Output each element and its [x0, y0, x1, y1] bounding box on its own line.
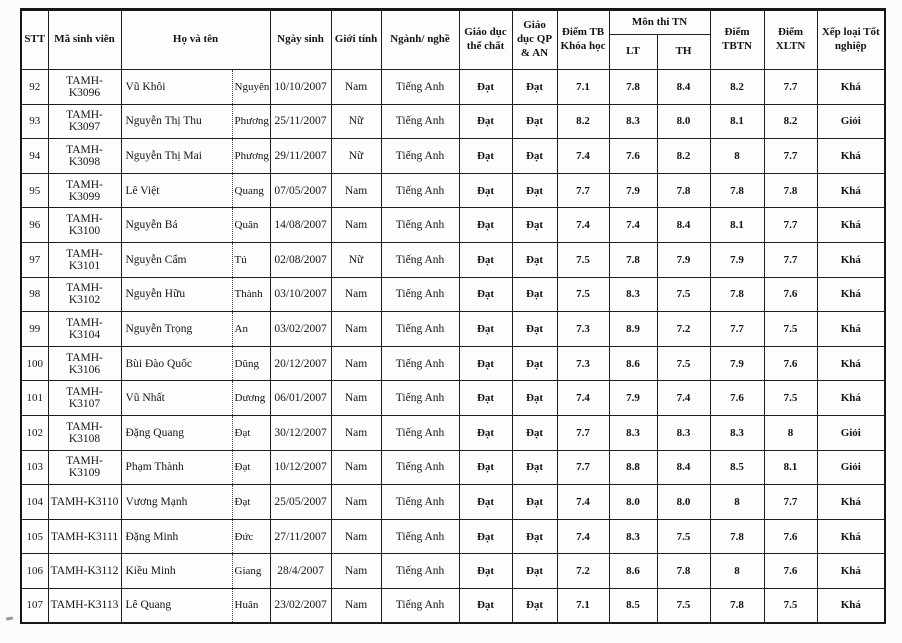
cell-classification: Khá: [817, 554, 885, 589]
scan-artifact-mark: [6, 617, 13, 621]
table-row: [21, 519, 885, 554]
cell-grad-avg: 8.2: [710, 70, 764, 105]
cell-given-name: Thành: [232, 277, 270, 312]
col-header-student-id: Mã sinh viên: [48, 10, 121, 70]
cell-theory-score: 8.8: [609, 450, 657, 485]
table-row: [21, 104, 885, 139]
cell-classification: Giỏi: [817, 104, 885, 139]
cell-grad-rank-score: 7.5: [764, 588, 817, 623]
cell-practice-score: 7.9: [657, 242, 710, 277]
cell-dob: 10/10/2007: [270, 70, 331, 105]
cell-major: Tiếng Anh: [381, 173, 459, 208]
cell-defense-result: Đạt: [512, 485, 557, 520]
cell-grad-rank-score: 7.7: [764, 139, 817, 174]
cell-grad-avg: 8: [710, 139, 764, 174]
cell-gender: Nam: [331, 70, 381, 105]
cell-stt: 100: [21, 346, 48, 381]
cell-defense-result: Đạt: [512, 277, 557, 312]
cell-grad-rank-score: 7.6: [764, 277, 817, 312]
cell-grad-rank-score: 7.6: [764, 554, 817, 589]
cell-course-gpa: 7.7: [557, 450, 609, 485]
cell-grad-avg: 8.3: [710, 415, 764, 450]
cell-major: Tiếng Anh: [381, 208, 459, 243]
cell-student-id: TAMH-K3097: [48, 104, 121, 139]
table-row: [21, 242, 885, 277]
cell-grad-rank-score: 8.1: [764, 450, 817, 485]
cell-major: Tiếng Anh: [381, 519, 459, 554]
cell-defense-result: Đạt: [512, 450, 557, 485]
cell-gender: Nam: [331, 173, 381, 208]
cell-gender: Nữ: [331, 242, 381, 277]
cell-gender: Nam: [331, 208, 381, 243]
cell-practice-score: 8.0: [657, 104, 710, 139]
cell-course-gpa: 7.1: [557, 588, 609, 623]
cell-stt: 99: [21, 312, 48, 347]
cell-major: Tiếng Anh: [381, 277, 459, 312]
col-header-defense-education: Giáo dục QP & AN: [512, 10, 557, 70]
cell-practice-score: 7.5: [657, 519, 710, 554]
cell-defense-result: Đạt: [512, 519, 557, 554]
col-header-stt: STT: [21, 10, 48, 70]
cell-gender: Nam: [331, 381, 381, 416]
cell-gender: Nam: [331, 346, 381, 381]
cell-classification: Khá: [817, 519, 885, 554]
cell-grad-avg: 7.6: [710, 381, 764, 416]
cell-surname: Nguyễn Thị Mai: [121, 139, 232, 174]
cell-theory-score: 7.6: [609, 139, 657, 174]
cell-major: Tiếng Anh: [381, 139, 459, 174]
cell-theory-score: 7.9: [609, 173, 657, 208]
cell-pe-result: Đạt: [459, 173, 512, 208]
cell-surname: Bùi Đào Quốc: [121, 346, 232, 381]
cell-grad-rank-score: 7.5: [764, 381, 817, 416]
table-row: [21, 277, 885, 312]
cell-gender: Nam: [331, 312, 381, 347]
cell-classification: Khá: [817, 208, 885, 243]
col-header-physical-education: Giáo dục thể chất: [459, 10, 512, 70]
cell-surname: Nguyễn Cẩm: [121, 242, 232, 277]
cell-course-gpa: 8.2: [557, 104, 609, 139]
cell-student-id: TAMH-K3104: [48, 312, 121, 347]
col-header-course-gpa: Điểm TB Khóa học: [557, 10, 609, 70]
cell-course-gpa: 7.7: [557, 415, 609, 450]
col-header-dob: Ngày sinh: [270, 10, 331, 70]
cell-practice-score: 8.0: [657, 485, 710, 520]
cell-defense-result: Đạt: [512, 312, 557, 347]
cell-grad-rank-score: 8.2: [764, 104, 817, 139]
cell-course-gpa: 7.5: [557, 242, 609, 277]
cell-given-name: Đạt: [232, 415, 270, 450]
cell-student-id: TAMH-K3111: [48, 519, 121, 554]
cell-grad-rank-score: 7.6: [764, 519, 817, 554]
cell-practice-score: 7.4: [657, 381, 710, 416]
cell-practice-score: 7.8: [657, 173, 710, 208]
cell-major: Tiếng Anh: [381, 588, 459, 623]
table-row: [21, 312, 885, 347]
cell-grad-avg: 8: [710, 485, 764, 520]
cell-pe-result: Đạt: [459, 485, 512, 520]
cell-course-gpa: 7.4: [557, 208, 609, 243]
cell-student-id: TAMH-K3096: [48, 70, 121, 105]
cell-given-name: An: [232, 312, 270, 347]
cell-student-id: TAMH-K3101: [48, 242, 121, 277]
cell-gender: Nam: [331, 485, 381, 520]
cell-grad-rank-score: 7.6: [764, 346, 817, 381]
cell-course-gpa: 7.4: [557, 519, 609, 554]
cell-dob: 30/12/2007: [270, 415, 331, 450]
col-header-classification: Xếp loại Tốt nghiệp: [817, 10, 885, 70]
cell-classification: Khá: [817, 173, 885, 208]
cell-stt: 98: [21, 277, 48, 312]
cell-major: Tiếng Anh: [381, 554, 459, 589]
cell-given-name: Đức: [232, 519, 270, 554]
cell-course-gpa: 7.3: [557, 312, 609, 347]
cell-given-name: Quân: [232, 208, 270, 243]
cell-defense-result: Đạt: [512, 208, 557, 243]
table-header: [21, 10, 885, 70]
cell-stt: 95: [21, 173, 48, 208]
cell-classification: Khá: [817, 242, 885, 277]
cell-classification: Khá: [817, 312, 885, 347]
cell-classification: Khá: [817, 277, 885, 312]
cell-theory-score: 8.6: [609, 554, 657, 589]
cell-stt: 105: [21, 519, 48, 554]
cell-surname: Nguyễn Hữu: [121, 277, 232, 312]
cell-pe-result: Đạt: [459, 312, 512, 347]
cell-grad-avg: 7.9: [710, 242, 764, 277]
cell-given-name: Quang: [232, 173, 270, 208]
col-header-major: Ngành/ nghề: [381, 10, 459, 70]
cell-grad-avg: 7.8: [710, 519, 764, 554]
cell-theory-score: 7.8: [609, 70, 657, 105]
cell-surname: Vũ Nhất: [121, 381, 232, 416]
cell-practice-score: 7.2: [657, 312, 710, 347]
cell-given-name: Huân: [232, 588, 270, 623]
cell-student-id: TAMH-K3106: [48, 346, 121, 381]
cell-pe-result: Đạt: [459, 588, 512, 623]
cell-pe-result: Đạt: [459, 381, 512, 416]
cell-grad-rank-score: 7.7: [764, 208, 817, 243]
cell-defense-result: Đạt: [512, 104, 557, 139]
cell-student-id: TAMH-K3099: [48, 173, 121, 208]
cell-surname: Kiều Minh: [121, 554, 232, 589]
cell-dob: 25/11/2007: [270, 104, 331, 139]
graduation-grade-table: [20, 8, 886, 624]
cell-course-gpa: 7.5: [557, 277, 609, 312]
cell-student-id: TAMH-K3100: [48, 208, 121, 243]
cell-course-gpa: 7.4: [557, 381, 609, 416]
cell-course-gpa: 7.2: [557, 554, 609, 589]
cell-pe-result: Đạt: [459, 415, 512, 450]
cell-gender: Nam: [331, 554, 381, 589]
cell-stt: 96: [21, 208, 48, 243]
cell-theory-score: 8.3: [609, 277, 657, 312]
cell-pe-result: Đạt: [459, 450, 512, 485]
cell-grad-avg: 8.1: [710, 104, 764, 139]
cell-surname: Vũ Khôi: [121, 70, 232, 105]
cell-pe-result: Đạt: [459, 277, 512, 312]
cell-stt: 104: [21, 485, 48, 520]
cell-course-gpa: 7.3: [557, 346, 609, 381]
cell-student-id: TAMH-K3102: [48, 277, 121, 312]
cell-major: Tiếng Anh: [381, 485, 459, 520]
cell-classification: Khá: [817, 139, 885, 174]
cell-gender: Nữ: [331, 104, 381, 139]
cell-stt: 94: [21, 139, 48, 174]
cell-defense-result: Đạt: [512, 588, 557, 623]
cell-gender: Nam: [331, 588, 381, 623]
table-row: [21, 173, 885, 208]
cell-given-name: Đạt: [232, 450, 270, 485]
cell-grad-rank-score: 7.7: [764, 242, 817, 277]
cell-surname: Lê Quang: [121, 588, 232, 623]
cell-major: Tiếng Anh: [381, 381, 459, 416]
cell-grad-rank-score: 7.7: [764, 70, 817, 105]
cell-major: Tiếng Anh: [381, 242, 459, 277]
cell-course-gpa: 7.7: [557, 173, 609, 208]
cell-classification: Khá: [817, 485, 885, 520]
cell-major: Tiếng Anh: [381, 346, 459, 381]
table-row: [21, 554, 885, 589]
cell-dob: 02/08/2007: [270, 242, 331, 277]
cell-surname: Vương Mạnh: [121, 485, 232, 520]
cell-student-id: TAMH-K3108: [48, 415, 121, 450]
cell-course-gpa: 7.4: [557, 139, 609, 174]
cell-student-id: TAMH-K3112: [48, 554, 121, 589]
cell-dob: 03/10/2007: [270, 277, 331, 312]
cell-dob: 06/01/2007: [270, 381, 331, 416]
table-row: [21, 485, 885, 520]
cell-classification: Giỏi: [817, 415, 885, 450]
cell-dob: 28/4/2007: [270, 554, 331, 589]
cell-pe-result: Đạt: [459, 208, 512, 243]
cell-surname: Nguyễn Bá: [121, 208, 232, 243]
cell-stt: 102: [21, 415, 48, 450]
cell-defense-result: Đạt: [512, 242, 557, 277]
cell-practice-score: 7.5: [657, 346, 710, 381]
cell-dob: 25/05/2007: [270, 485, 331, 520]
cell-given-name: Phương: [232, 139, 270, 174]
cell-course-gpa: 7.1: [557, 70, 609, 105]
cell-defense-result: Đạt: [512, 70, 557, 105]
cell-surname: Lê Việt: [121, 173, 232, 208]
cell-student-id: TAMH-K3110: [48, 485, 121, 520]
cell-dob: 27/11/2007: [270, 519, 331, 554]
cell-stt: 106: [21, 554, 48, 589]
table-row: [21, 381, 885, 416]
cell-gender: Nữ: [331, 139, 381, 174]
cell-theory-score: 7.9: [609, 381, 657, 416]
cell-theory-score: 8.9: [609, 312, 657, 347]
cell-pe-result: Đạt: [459, 554, 512, 589]
cell-gender: Nam: [331, 450, 381, 485]
cell-gender: Nam: [331, 277, 381, 312]
cell-practice-score: 7.8: [657, 554, 710, 589]
cell-classification: Khá: [817, 588, 885, 623]
cell-defense-result: Đạt: [512, 415, 557, 450]
cell-student-id: TAMH-K3098: [48, 139, 121, 174]
cell-dob: 14/08/2007: [270, 208, 331, 243]
cell-given-name: Nguyên: [232, 70, 270, 105]
col-header-grad-rank-score: Điểm XLTN: [764, 10, 817, 70]
cell-defense-result: Đạt: [512, 346, 557, 381]
cell-surname: Đặng Quang: [121, 415, 232, 450]
cell-defense-result: Đạt: [512, 139, 557, 174]
cell-stt: 93: [21, 104, 48, 139]
table-row: [21, 588, 885, 623]
cell-pe-result: Đạt: [459, 242, 512, 277]
cell-grad-avg: 7.7: [710, 312, 764, 347]
cell-grad-rank-score: 8: [764, 415, 817, 450]
cell-given-name: Giang: [232, 554, 270, 589]
cell-grad-avg: 7.8: [710, 277, 764, 312]
cell-stt: 97: [21, 242, 48, 277]
cell-defense-result: Đạt: [512, 173, 557, 208]
cell-theory-score: 7.8: [609, 242, 657, 277]
cell-stt: 107: [21, 588, 48, 623]
cell-student-id: TAMH-K3109: [48, 450, 121, 485]
cell-given-name: Phương: [232, 104, 270, 139]
cell-surname: Phạm Thành: [121, 450, 232, 485]
cell-grad-rank-score: 7.8: [764, 173, 817, 208]
cell-dob: 29/11/2007: [270, 139, 331, 174]
cell-theory-score: 8.5: [609, 588, 657, 623]
table-row: [21, 346, 885, 381]
cell-classification: Khá: [817, 346, 885, 381]
cell-dob: 03/02/2007: [270, 312, 331, 347]
table-row: [21, 70, 885, 105]
cell-dob: 07/05/2007: [270, 173, 331, 208]
cell-practice-score: 8.4: [657, 450, 710, 485]
cell-major: Tiếng Anh: [381, 415, 459, 450]
cell-practice-score: 8.4: [657, 70, 710, 105]
table-row: [21, 415, 885, 450]
cell-major: Tiếng Anh: [381, 450, 459, 485]
cell-grad-avg: 7.8: [710, 173, 764, 208]
cell-surname: Nguyễn Thị Thu: [121, 104, 232, 139]
cell-defense-result: Đạt: [512, 554, 557, 589]
col-header-practice: TH: [657, 35, 710, 70]
cell-pe-result: Đạt: [459, 70, 512, 105]
cell-grad-rank-score: 7.7: [764, 485, 817, 520]
cell-course-gpa: 7.4: [557, 485, 609, 520]
cell-grad-avg: 8.5: [710, 450, 764, 485]
col-header-grad-avg: Điểm TBTN: [710, 10, 764, 70]
cell-stt: 92: [21, 70, 48, 105]
cell-surname: Nguyễn Trọng: [121, 312, 232, 347]
cell-student-id: TAMH-K3113: [48, 588, 121, 623]
cell-stt: 103: [21, 450, 48, 485]
cell-dob: 10/12/2007: [270, 450, 331, 485]
cell-practice-score: 8.4: [657, 208, 710, 243]
cell-theory-score: 8.6: [609, 346, 657, 381]
cell-stt: 101: [21, 381, 48, 416]
cell-dob: 20/12/2007: [270, 346, 331, 381]
table-row: [21, 139, 885, 174]
col-header-full-name: Họ và tên: [121, 10, 270, 70]
cell-pe-result: Đạt: [459, 519, 512, 554]
cell-defense-result: Đạt: [512, 381, 557, 416]
cell-pe-result: Đạt: [459, 346, 512, 381]
table-row: [21, 208, 885, 243]
cell-practice-score: 7.5: [657, 277, 710, 312]
cell-practice-score: 7.5: [657, 588, 710, 623]
col-header-grad-exam-group: Môn thi TN: [609, 10, 710, 35]
cell-given-name: Đạt: [232, 485, 270, 520]
cell-theory-score: 7.4: [609, 208, 657, 243]
cell-classification: Khá: [817, 381, 885, 416]
cell-gender: Nam: [331, 415, 381, 450]
cell-grad-rank-score: 7.5: [764, 312, 817, 347]
cell-practice-score: 8.2: [657, 139, 710, 174]
table-body: [21, 70, 885, 624]
cell-theory-score: 8.3: [609, 519, 657, 554]
cell-given-name: Tú: [232, 242, 270, 277]
cell-grad-avg: 8.1: [710, 208, 764, 243]
table-row: [21, 450, 885, 485]
cell-major: Tiếng Anh: [381, 104, 459, 139]
cell-major: Tiếng Anh: [381, 70, 459, 105]
cell-theory-score: 8.0: [609, 485, 657, 520]
cell-pe-result: Đạt: [459, 139, 512, 174]
cell-gender: Nam: [331, 519, 381, 554]
cell-dob: 23/02/2007: [270, 588, 331, 623]
cell-grad-avg: 7.8: [710, 588, 764, 623]
cell-classification: Khá: [817, 70, 885, 105]
col-header-gender: Giới tính: [331, 10, 381, 70]
col-header-theory: LT: [609, 35, 657, 70]
cell-student-id: TAMH-K3107: [48, 381, 121, 416]
cell-classification: Giỏi: [817, 450, 885, 485]
cell-surname: Đặng Minh: [121, 519, 232, 554]
cell-given-name: Dương: [232, 381, 270, 416]
cell-grad-avg: 7.9: [710, 346, 764, 381]
cell-major: Tiếng Anh: [381, 312, 459, 347]
cell-pe-result: Đạt: [459, 104, 512, 139]
cell-theory-score: 8.3: [609, 415, 657, 450]
cell-theory-score: 8.3: [609, 104, 657, 139]
cell-practice-score: 8.3: [657, 415, 710, 450]
cell-given-name: Dũng: [232, 346, 270, 381]
cell-grad-avg: 8: [710, 554, 764, 589]
